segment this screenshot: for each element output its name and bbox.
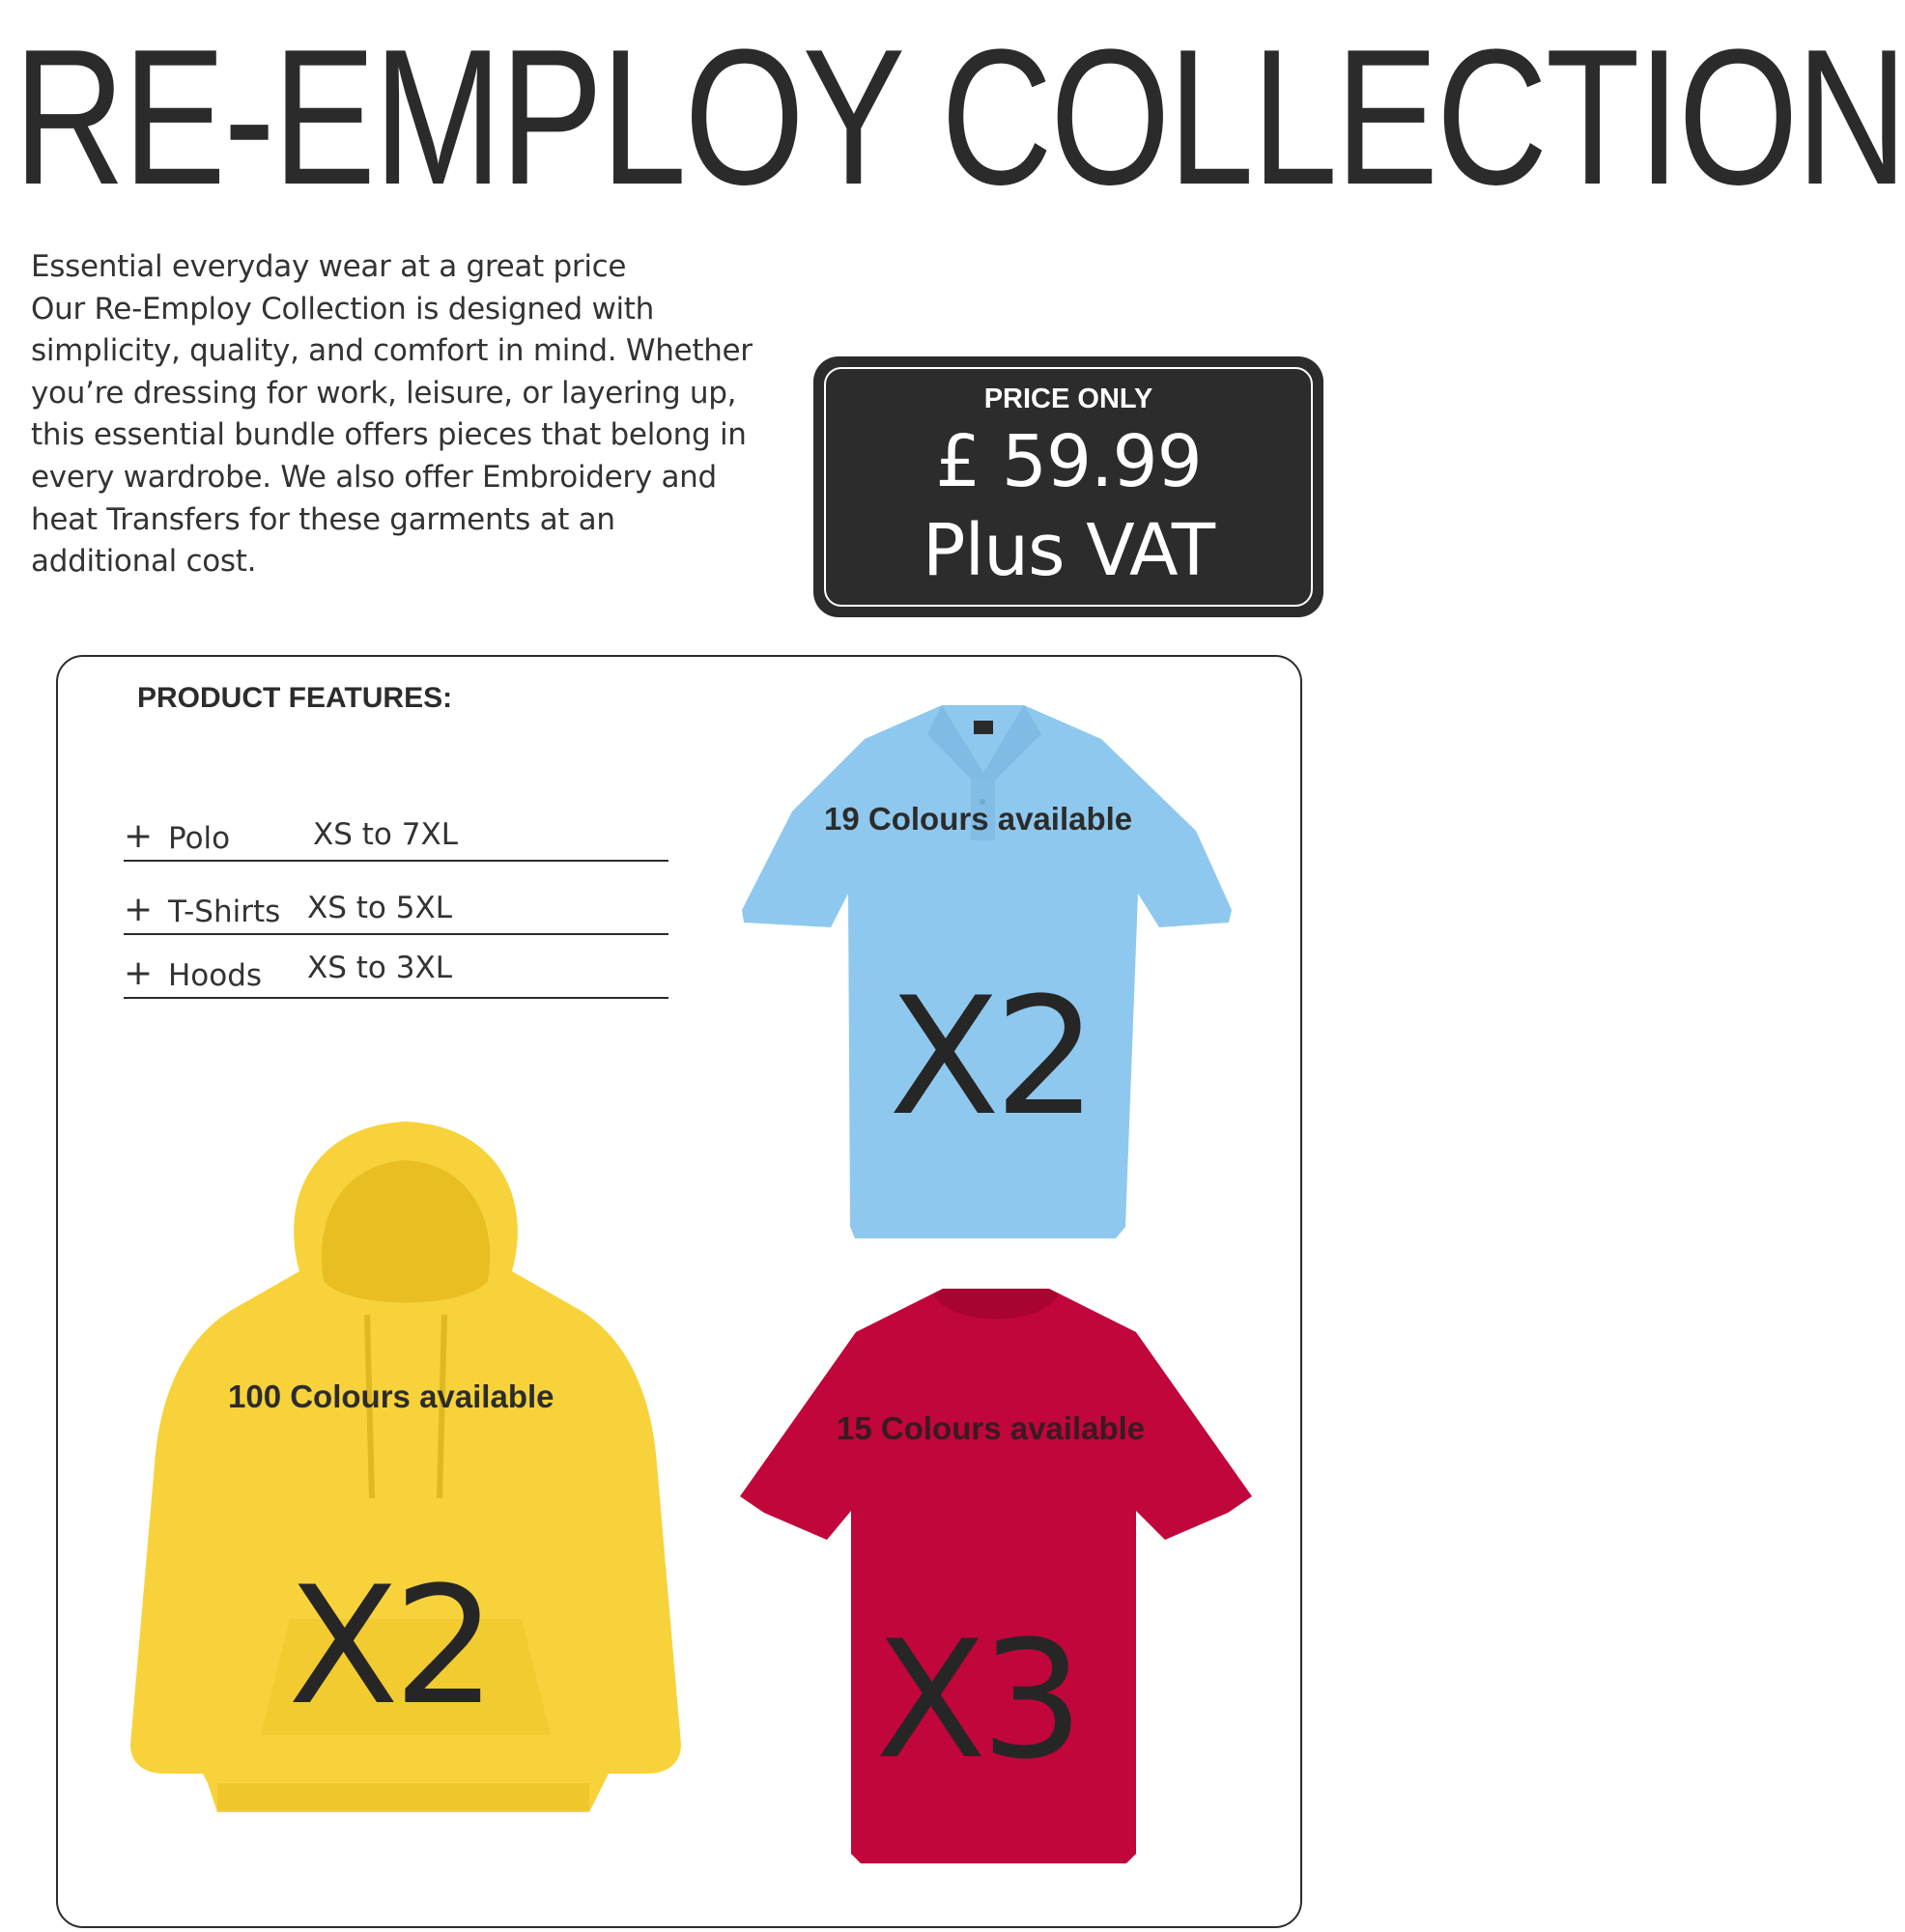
intro-line: heat Transfers for these garments at an [31, 501, 615, 537]
feature-name: Polo [168, 821, 231, 856]
price-vat-note: Plus VAT [922, 509, 1215, 592]
polo-quantity: X2 [889, 962, 1092, 1151]
price-amount: £ 59.99 [935, 420, 1202, 503]
features-heading: PRODUCT FEATURES: [137, 682, 453, 714]
tshirt-quantity: X3 [875, 1605, 1078, 1795]
intro-line: every wardrobe. We also offer Embroidery and [31, 459, 717, 495]
page-title: RE-EMPLOY COLLECTION [14, 10, 1905, 225]
polo-colours-label: 19 Colours available [824, 801, 1133, 837]
feature-sizes: XS to 7XL [313, 817, 458, 852]
feature-sizes: XS to 3XL [307, 951, 452, 985]
feature-row-hoods [124, 951, 668, 999]
intro-line: Essential everyday wear at a great price [31, 249, 627, 284]
price-label: PRICE ONLY [983, 384, 1153, 414]
hoodie-quantity: X2 [288, 1551, 491, 1741]
intro-line: this essential bundle offers pieces that belong in [31, 417, 747, 453]
plus-icon: + [124, 953, 154, 993]
intro-line: Our Re-Employ Collection is designed with [31, 291, 655, 327]
feature-name: Hoods [168, 958, 263, 993]
feature-name: T-Shirts [168, 895, 281, 929]
tshirt-colours-label: 15 Colours available [837, 1410, 1146, 1446]
hoodie-colours-label: 100 Colours available [228, 1378, 554, 1414]
intro-paragraph [31, 246, 804, 583]
intro-line: additional cost. [31, 544, 257, 580]
price-box [813, 356, 1323, 617]
feature-row-tshirts [124, 887, 668, 935]
feature-row-polo [124, 813, 668, 862]
plus-icon: + [124, 816, 154, 856]
plus-icon: + [124, 890, 154, 929]
intro-line: you’re dressing for work, leisure, or layering up, [31, 375, 737, 411]
intro-line: simplicity, quality, and comfort in mind. Whether [31, 333, 753, 369]
feature-sizes: XS to 5XL [307, 891, 452, 925]
